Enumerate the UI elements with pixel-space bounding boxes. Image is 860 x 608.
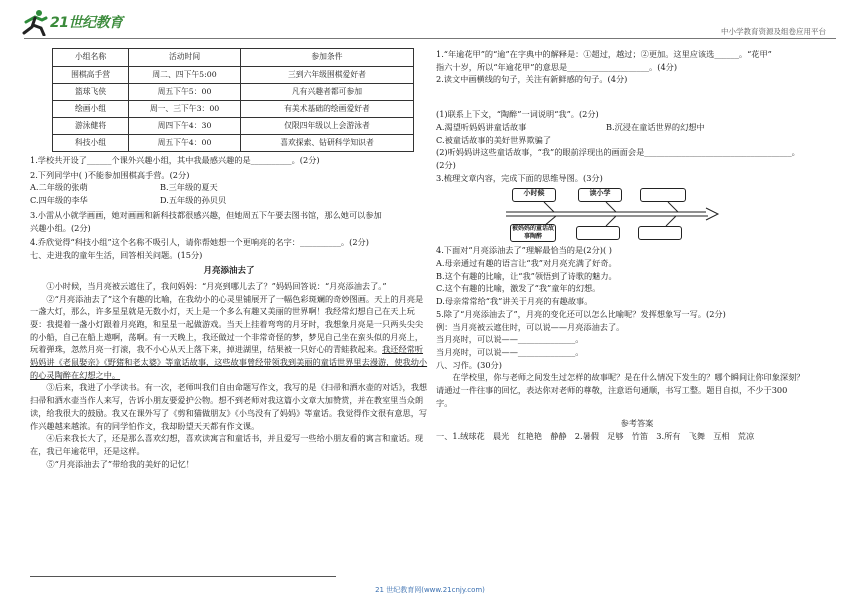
footnote-divider bbox=[30, 576, 336, 577]
table-cell: 围棋高手营 bbox=[53, 67, 129, 84]
option-b: B.沉浸在童话世界的幻想中 bbox=[606, 121, 705, 132]
site-logo bbox=[20, 8, 140, 38]
example-line: 例：当月亮被云遮住时，可以说——月亮添油去了。 bbox=[436, 321, 625, 332]
option-a: A.母亲通过有趣的语言让“我”对月亮充满了好奇。 bbox=[436, 258, 617, 269]
logo-text: 21世纪教育 bbox=[50, 15, 123, 31]
story-title: 月亮添油去了 bbox=[203, 265, 255, 276]
option-b: B.这个有趣的比喻，让“我”领悟到了诗歌的魅力。 bbox=[436, 270, 617, 281]
underlined-sentence: 我还经常听妈妈讲《老鼠娶亲》《野猪和老太婆》等童话故事，这些故事曾经带领我到美丽的童话世界里去漫游，使我幼小的心灵陶醉在幻想之中。 bbox=[30, 344, 428, 380]
mind-map-box-primary-school: 读小学 bbox=[578, 188, 622, 202]
table-cell: 周五下午5：00 bbox=[129, 84, 241, 101]
right-question-2-1: (1)联系上下文，“陶醉”一词说明“我”。(2分) bbox=[436, 109, 599, 120]
table-header-row bbox=[53, 49, 414, 67]
mind-map-box-empty bbox=[576, 226, 620, 240]
story-paragraph-2 bbox=[30, 293, 428, 382]
table-row bbox=[53, 101, 414, 118]
right-question-2-2-cont: (2分) bbox=[436, 159, 456, 170]
essay-prompt-line-2: 请通过一件往事的回忆，表达你对老师的尊敬，注意语句通顺，书写工整。题目自拟，不少于300 bbox=[436, 385, 788, 396]
question-1: 1.学校共开设了______个课外兴趣小组，其中我最感兴趣的是__________。(2分) bbox=[30, 155, 320, 165]
table-row bbox=[53, 84, 414, 101]
option-d: D.五年级的孙贝贝 bbox=[160, 195, 227, 206]
table-cell: 凡有兴趣者都可参加 bbox=[240, 84, 413, 101]
table-row bbox=[53, 118, 414, 135]
table-cell: 三到六年级围棋爱好者 bbox=[240, 67, 413, 84]
table-cell: 篮球飞侠 bbox=[53, 84, 129, 101]
table-cell: 喜欢探索、钻研科学知识者 bbox=[240, 135, 413, 152]
mind-map bbox=[496, 186, 726, 242]
table-header: 小组名称 bbox=[53, 49, 129, 67]
story-paragraph-4: ④后来我长大了，还是那么喜欢幻想，喜欢读寓言和童话书，并且爱写一些给小朋友看的寓言和童话。现在，我已年逾花甲，还是这样。 bbox=[30, 433, 424, 456]
question-2: 2.下列同学中( )不能参加围棋高手营。(2分) bbox=[30, 169, 190, 180]
mind-map-box-fairy-tale: 被妈妈的童话故事陶醉 bbox=[510, 224, 556, 242]
question-2-options-row2 bbox=[30, 194, 428, 207]
table-cell: 周二、四下午5:00 bbox=[129, 67, 241, 84]
footer-site-link[interactable]: 21 世纪教育网(www.21cnjy.com) bbox=[375, 586, 485, 594]
answer-key-title: 参考答案 bbox=[620, 418, 654, 429]
right-column bbox=[436, 48, 838, 443]
option-a: A.二年级的张萌 bbox=[30, 182, 88, 193]
mind-map-box-childhood: 小时候 bbox=[512, 188, 556, 202]
question-2-options-row1 bbox=[30, 181, 428, 194]
interest-groups-table bbox=[52, 48, 414, 152]
essay-prompt-line-3: 字。 bbox=[436, 397, 453, 408]
right-question-1: 1.“年逾花甲”的“逾”在字典中的解释是：①超过，越过；②更加。这里应该选______。“花甲” bbox=[436, 49, 772, 59]
mind-map-box-empty bbox=[640, 188, 686, 202]
table-cell: 仅限四年级以上会游泳者 bbox=[240, 118, 413, 135]
option-d: D.母亲常常给“我”讲关于月亮的有趣故事。 bbox=[436, 296, 593, 307]
question-2-1-options bbox=[436, 121, 838, 134]
option-c: C.这个有趣的比喻，激发了“我”童年的幻想。 bbox=[436, 283, 601, 294]
right-question-2: 2.读文中画横线的句子，关注有新鲜感的句子。(4分) bbox=[436, 74, 628, 85]
story-paragraph-3: ③后来，我进了小学读书。有一次，老师叫我们自由命题写作文，我写的是《扫帚和洒水壶的对话》，我想扫帚和洒水壶当作人来写，告诉小朋友要爱护公物。想不到老师对我这篇小文章大加赞赏，并在教室里当众朗读，给我很大的鼓励。我又在课外写了《剪和猫做朋友》《小鸟没有了妈妈》等童话。我觉得作文很有意思，写作兴趣越来越浓。有的同学怕作文，我却盼望天天都有作文课。 bbox=[30, 382, 428, 431]
section-8-heading: 八、习作。(30分) bbox=[436, 359, 502, 370]
fill-line-2: 当月亮时，可以说——______________。 bbox=[436, 346, 584, 357]
section-7-heading: 七、走进我的童年生活，回答相关问题。(15分) bbox=[30, 249, 203, 260]
table-header: 参加条件 bbox=[240, 49, 413, 67]
platform-title: 中小学教育资源及组卷应用平台 bbox=[721, 27, 826, 36]
header-divider bbox=[24, 38, 836, 39]
table-cell: 周一、三下午3：00 bbox=[129, 101, 241, 118]
right-question-4: 4.下面对“月亮添油去了”理解最恰当的是(2分)( ) bbox=[436, 245, 612, 256]
mind-map-box-empty bbox=[638, 226, 682, 240]
runner-logo-icon bbox=[20, 8, 50, 36]
table-cell: 有美术基础的绘画爱好者 bbox=[240, 101, 413, 118]
table-cell: 周五下午4：00 bbox=[129, 135, 241, 152]
story-paragraph-5: ⑤“月亮添油去了”带给我的美好的记忆！ bbox=[46, 458, 194, 469]
right-question-1-cont: 指六十岁，所以“年逾花甲”的意思是____________________。(4分) bbox=[436, 61, 678, 72]
table-cell: 周四下午4：30 bbox=[129, 118, 241, 135]
option-c: C.四年级的李华 bbox=[30, 195, 88, 206]
option-a: A.渴望听妈妈讲童话故事 bbox=[436, 121, 527, 132]
question-3-cont: 兴趣小组。(2分) bbox=[30, 222, 91, 233]
table-header: 活动时间 bbox=[129, 49, 241, 67]
right-question-5: 5.除了“月亮添油去了”，月亮的变化还可以怎么比喻呢？发挥想象写一写。(2分) bbox=[436, 308, 726, 319]
essay-prompt-line-1: 在学校里，你与老师之间发生过怎样的故事呢？是在什么情况下发生的？哪个瞬间让你印象深刻？ bbox=[452, 372, 805, 383]
fill-line-1: 当月亮时，可以说——______________。 bbox=[436, 334, 584, 345]
story-paragraph-1: ①小时候，当月亮被云遮住了，我问妈妈：“月亮到哪儿去了？”妈妈回答说：“月亮添油去了。” bbox=[46, 280, 387, 291]
answer-key-line-1: 一、1.绒球花 晨光 红艳艳 静静 2.暑假 足够 竹笛 3.所有 飞舞 互相 荒凉 bbox=[436, 431, 755, 442]
left-column bbox=[30, 48, 428, 470]
right-question-3: 3.梳理文章内容，完成下面的思维导图。(3分) bbox=[436, 172, 603, 183]
table-cell: 游泳健将 bbox=[53, 118, 129, 135]
answer-space bbox=[436, 86, 838, 108]
table-row bbox=[53, 67, 414, 84]
option-c: C.被童话故事的美好世界欺骗了 bbox=[436, 134, 552, 145]
table-row bbox=[53, 135, 414, 152]
right-question-2-2: (2)听妈妈讲这些童话故事，“我”的眼前浮现出的画面会是____________________________________。 bbox=[436, 147, 800, 158]
table-cell: 科技小组 bbox=[53, 135, 129, 152]
story-paragraph-2-text: ②“月亮添油去了”这个有趣的比喻，在我幼小的心灵里铺展开了一幅色彩斑斓的奇妙图画。天上的月亮是一盏大灯，那么，许多星星就是无数小灯，天上是一个多么有趣又美丽的世界啊！我经常幻想自己在天上玩耍：我提着一盏小灯跟着月亮跑，和星星一起做游戏。当天上挂着弯弯的月牙时，我想象月亮是一只两头尖尖的小船，自己在船上遨啊，荡啊。有一天晚上，我还做过一个非常奇怪的梦，梦见自己坐在蛮头似的月亮上，玩着弹珠，忽然月亮一打滚，我不小心从天上落下来，掉进湖里，结果被一只好心的青蛙救起来。 bbox=[30, 293, 424, 355]
table-cell: 绘画小组 bbox=[53, 101, 129, 118]
question-4: 4.乔欣觉得“科技小组”这个名称不吸引人，请你帮她想一个更响亮的名字：__________。(2分) bbox=[30, 237, 369, 248]
question-3: 3.小雷从小就学画画，她对画画和新科技都很感兴趣，但她周五下午要去图书馆，那么她可以参加 bbox=[30, 209, 382, 220]
option-b: B.三年级的夏天 bbox=[160, 182, 218, 193]
